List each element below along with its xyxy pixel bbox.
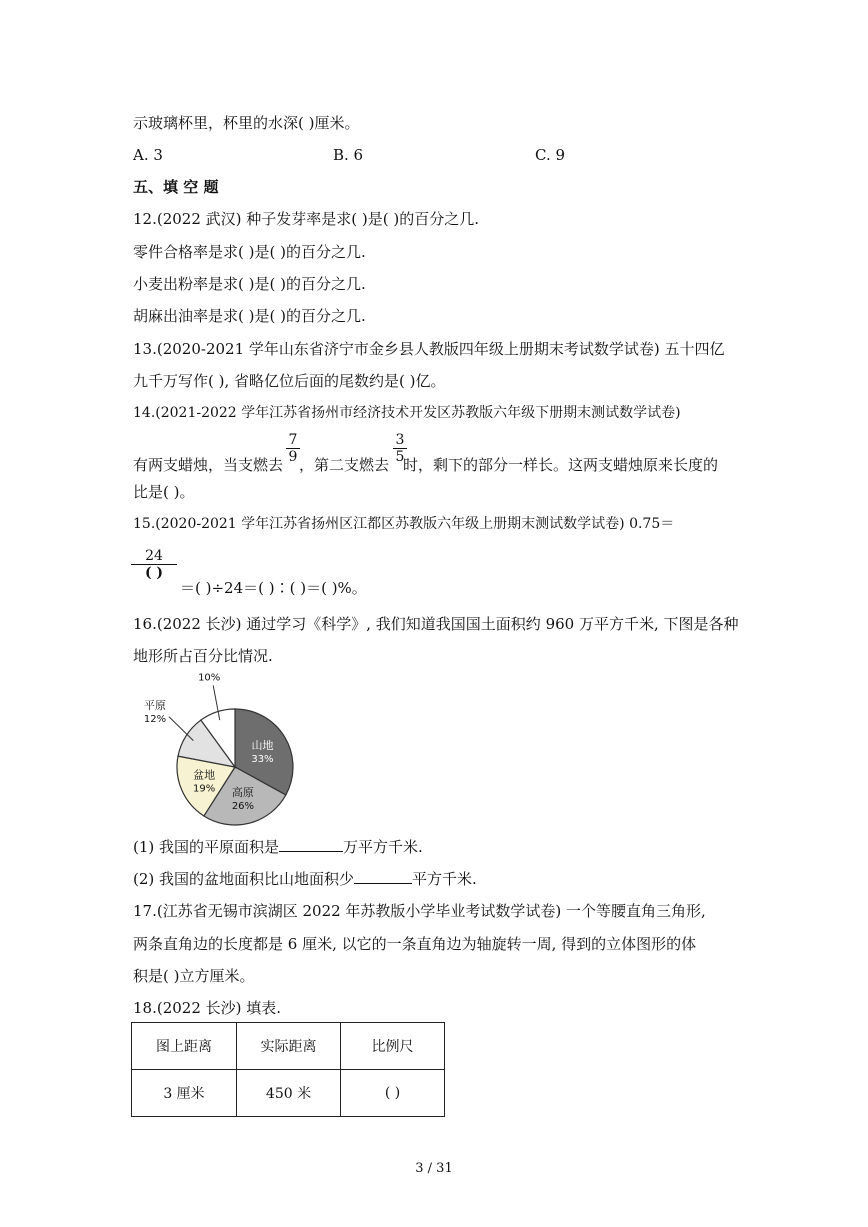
q12-line2: 零件合格率是求( )是( )的百分之几. bbox=[133, 243, 366, 261]
answer-blank[interactable] bbox=[279, 837, 343, 852]
pie-slice-label: 高原 bbox=[231, 785, 254, 799]
table-header-cell: 图上距离 bbox=[132, 1023, 237, 1070]
fraction-7-9 bbox=[286, 432, 300, 465]
option-c: C. 9 bbox=[535, 146, 566, 164]
pie-slice-value-label: 19% bbox=[193, 783, 216, 795]
option-a: A. 3 bbox=[133, 146, 163, 164]
table-header-cell: 实际距离 bbox=[237, 1023, 341, 1070]
pie-slice-label: 平原 bbox=[144, 698, 167, 712]
pie-slice-value-label: 10% bbox=[198, 672, 221, 684]
scale-table bbox=[131, 1022, 445, 1117]
fraction-numerator: 24 bbox=[145, 548, 163, 564]
q11-tail-text: 示玻璃杯里，杯里的水深( )厘米。 bbox=[133, 114, 360, 132]
q16-sub1-suffix: 万平方千米. bbox=[343, 838, 423, 856]
table-cell: 450 米 bbox=[237, 1070, 341, 1117]
q16-sub1-prefix: (1) 我国的平原面积是 bbox=[133, 838, 280, 856]
q16-sub2 bbox=[133, 869, 768, 889]
q16-sub2-prefix: (2) 我国的盆地面积比山地面积少 bbox=[133, 870, 355, 888]
q16-line1: 16.(2022 长沙) 通过学习《科学》, 我们知道我国国土面积约 960 万平方千米, 下图是各种 bbox=[133, 615, 739, 633]
fraction-numerator: 7 bbox=[288, 432, 298, 448]
q14-line2 bbox=[133, 455, 768, 475]
q12-line1: 12.(2022 武汉) 种子发芽率是求( )是( )的百分之几. bbox=[133, 210, 479, 228]
pie-slice-value-label: 33% bbox=[251, 753, 274, 765]
q18-line1: 18.(2022 长沙) 填表. bbox=[133, 999, 282, 1017]
q16-sub1 bbox=[133, 837, 768, 857]
table-header-row bbox=[132, 1023, 445, 1070]
q14-part-c: 时，剩下的部分一样长。这两支蜡烛原来长度的 bbox=[403, 456, 719, 474]
terrain-pie-chart bbox=[128, 672, 318, 832]
q15-rest: ＝( )÷24＝( )∶( )＝( )%。 bbox=[180, 579, 367, 597]
q16-line2: 地形所占百分比情况. bbox=[133, 647, 273, 665]
q17-line2: 两条直角边的长度都是 6 厘米, 以它的一条直角边为轴旋转一周, 得到的立体图形的体 bbox=[133, 935, 697, 953]
pie-slice-value-label: 26% bbox=[231, 800, 255, 812]
q14-part-a: 有两支蜡烛，当支燃去 bbox=[133, 456, 284, 474]
fraction-denominator: 5 bbox=[395, 449, 405, 465]
q12-line4: 胡麻出油率是求( )是( )的百分之几. bbox=[133, 307, 366, 325]
table-header-cell: 比例尺 bbox=[341, 1023, 445, 1070]
table-cell[interactable]: ( ) bbox=[341, 1070, 445, 1117]
page-number: 3 / 31 bbox=[415, 1161, 453, 1176]
pie-leader-line bbox=[169, 717, 193, 741]
fraction-24-over-blank bbox=[131, 548, 177, 581]
section-title: 五、填 空 题 bbox=[133, 178, 219, 196]
pie-slice-label: 盆地 bbox=[193, 768, 216, 782]
fraction-denominator: ( ) bbox=[144, 565, 164, 581]
pie-slice-value-label: 12% bbox=[143, 713, 167, 725]
answer-blank[interactable] bbox=[354, 869, 412, 884]
fraction-denominator: 9 bbox=[288, 449, 298, 465]
q16-sub2-suffix: 平方千米. bbox=[412, 870, 477, 888]
q13-line2: 九千万写作( ), 省略亿位后面的尾数约是( )亿。 bbox=[133, 372, 446, 390]
q14-line1: 14.(2021-2022 学年江苏省扬州市经济技术开发区苏教版六年级下册期末测试数学试卷) bbox=[133, 405, 681, 421]
table-cell: 3 厘米 bbox=[132, 1070, 237, 1117]
q14-part-b: ，第二支燃去 bbox=[299, 456, 390, 474]
table-row bbox=[132, 1070, 445, 1117]
q17-line3: 积是( )立方厘米。 bbox=[133, 967, 255, 985]
q17-line1: 17.(江苏省无锡市滨湖区 2022 年苏教版小学毕业考试数学试卷) 一个等腰直角三角形, bbox=[133, 902, 706, 920]
q14-line3: 比是( )。 bbox=[133, 483, 195, 501]
fraction-numerator: 3 bbox=[395, 432, 405, 448]
q15-line1: 15.(2020-2021 学年江苏省扬州区江都区苏教版六年级上册期末测试数学试卷) 0.75＝ bbox=[133, 516, 675, 532]
q13-line1: 13.(2020-2021 学年山东省济宁市金乡县人教版四年级上册期末考试数学试卷) 五十四亿 bbox=[133, 340, 725, 358]
fraction-3-5 bbox=[393, 432, 407, 465]
option-b: B. 6 bbox=[333, 146, 364, 164]
pie-slice-label: 山地 bbox=[251, 738, 274, 752]
q12-line3: 小麦出粉率是求( )是( )的百分之几. bbox=[133, 275, 366, 293]
